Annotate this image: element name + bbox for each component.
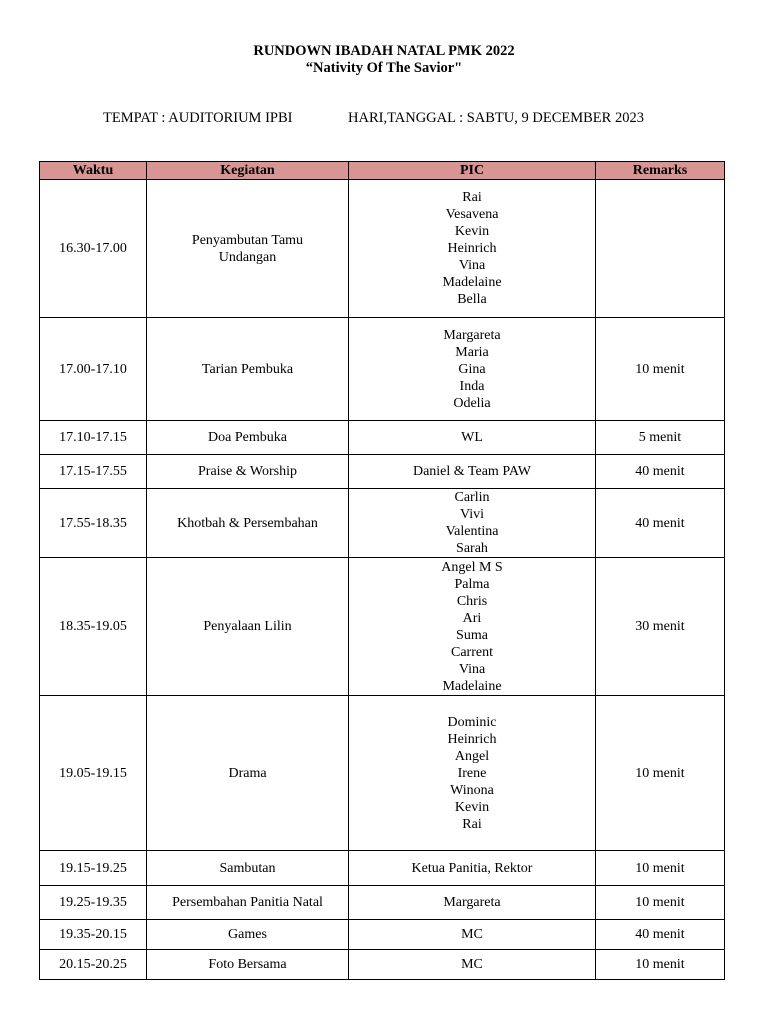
pic-name: Chris [456,593,488,609]
pic-name: Rai [462,816,482,832]
table-row [40,489,725,558]
pic-name: Margareta [443,327,501,343]
document-subtitle: “Nativity Of The Savior" [305,60,463,76]
pic-name: Dominic [447,714,497,730]
cell-pic [349,489,596,558]
pic-name: Inda [459,378,485,394]
cell-remarks: 10 menit [596,318,725,421]
cell-pic [349,558,596,696]
pic-name: Angel M S [441,559,503,575]
column-header-pic: PIC [349,162,596,180]
cell-kegiatan: Tarian Pembuka [147,318,349,421]
pic-name: Rai [462,190,482,205]
table-row [40,886,725,920]
pic-name: Suma [456,627,488,643]
cell-pic [349,696,596,851]
cell-pic [349,886,596,920]
pic-name: Heinrich [447,731,497,747]
cell-pic [349,851,596,886]
cell-remarks: 40 menit [596,920,725,950]
cell-remarks: 10 menit [596,851,725,886]
pic-name: Kevin [454,224,490,239]
cell-remarks: 40 menit [596,455,725,489]
pic-name: Carrent [451,644,493,660]
table-row [40,950,725,980]
pic-name: Sarah [456,541,488,556]
cell-pic [349,421,596,455]
pic-name: Heinrich [447,241,497,256]
table-row [40,851,725,886]
pic-name: Bella [457,292,487,307]
pic-name: Ari [462,610,482,626]
cell-kegiatan: Drama [147,696,349,851]
cell-waktu: 16.30-17.00 [40,180,147,318]
pic-name: WL [461,430,483,445]
cell-kegiatan: Khotbah & Persembahan [147,489,349,558]
cell-waktu: 18.35-19.05 [40,558,147,696]
cell-kegiatan: Games [147,920,349,950]
cell-waktu: 19.05-19.15 [40,696,147,851]
cell-kegiatan: Persembahan Panitia Natal [147,886,349,920]
table-header-row [40,162,725,180]
table-row [40,920,725,950]
table-row [40,421,725,455]
cell-remarks: 40 menit [596,489,725,558]
pic-name: Winona [450,782,494,798]
column-header-remarks: Remarks [596,162,725,180]
pic-name: Carlin [454,490,490,505]
pic-name: Vesavena [445,207,499,222]
cell-waktu: 17.00-17.10 [40,318,147,421]
pic-name: Odelia [453,395,491,411]
cell-kegiatan: Sambutan [147,851,349,886]
cell-remarks: 10 menit [596,696,725,851]
cell-pic [349,318,596,421]
pic-name: Ketua Panitia, Rektor [411,860,533,876]
pic-name: Margareta [443,895,501,910]
table-row [40,455,725,489]
cell-pic [349,180,596,318]
table-row [40,180,725,318]
pic-name: Valentina [445,524,499,539]
table-row [40,696,725,851]
event-date: HARI,TANGGAL : SABTU, 9 DECEMBER 2023 [348,110,644,126]
pic-name: Kevin [454,799,490,815]
event-place: TEMPAT : AUDITORIUM IPBI [103,110,293,126]
pic-name: Palma [454,576,490,592]
cell-remarks: 30 menit [596,558,725,696]
cell-pic [349,455,596,489]
cell-kegiatan: Penyambutan Tamu Undangan [147,180,349,318]
pic-name: Gina [458,361,486,377]
table-row [40,558,725,696]
cell-waktu: 20.15-20.25 [40,950,147,980]
pic-name: Daniel & Team PAW [412,464,532,479]
table-body [40,180,725,980]
cell-remarks: 10 menit [596,886,725,920]
cell-waktu: 17.15-17.55 [40,455,147,489]
pic-name: Vina [458,258,486,273]
pic-name: MC [461,957,483,972]
cell-kegiatan: Doa Pembuka [147,421,349,455]
cell-kegiatan: Praise & Worship [147,455,349,489]
column-header-waktu: Waktu [40,162,147,180]
document-title: RUNDOWN IBADAH NATAL PMK 2022 [253,43,515,59]
cell-waktu: 19.15-19.25 [40,851,147,886]
table-row [40,318,725,421]
cell-kegiatan: Foto Bersama [147,950,349,980]
cell-remarks: 10 menit [596,950,725,980]
cell-waktu: 19.25-19.35 [40,886,147,920]
pic-name: Madelaine [442,275,502,290]
cell-waktu: 17.55-18.35 [40,489,147,558]
cell-kegiatan: Penyalaan Lilin [147,558,349,696]
cell-remarks [596,180,725,318]
cell-remarks: 5 menit [596,421,725,455]
pic-name: Vina [458,661,486,677]
pic-name: Madelaine [442,678,502,694]
cell-pic [349,920,596,950]
pic-name: MC [461,927,483,942]
pic-name: Vivi [459,507,485,522]
rundown-table [39,161,725,980]
pic-name: Irene [457,765,487,781]
cell-waktu: 19.35-20.15 [40,920,147,950]
pic-name: Maria [455,344,489,360]
column-header-kegiatan: Kegiatan [147,162,349,180]
pic-name: Angel [454,748,490,764]
cell-pic [349,950,596,980]
cell-waktu: 17.10-17.15 [40,421,147,455]
